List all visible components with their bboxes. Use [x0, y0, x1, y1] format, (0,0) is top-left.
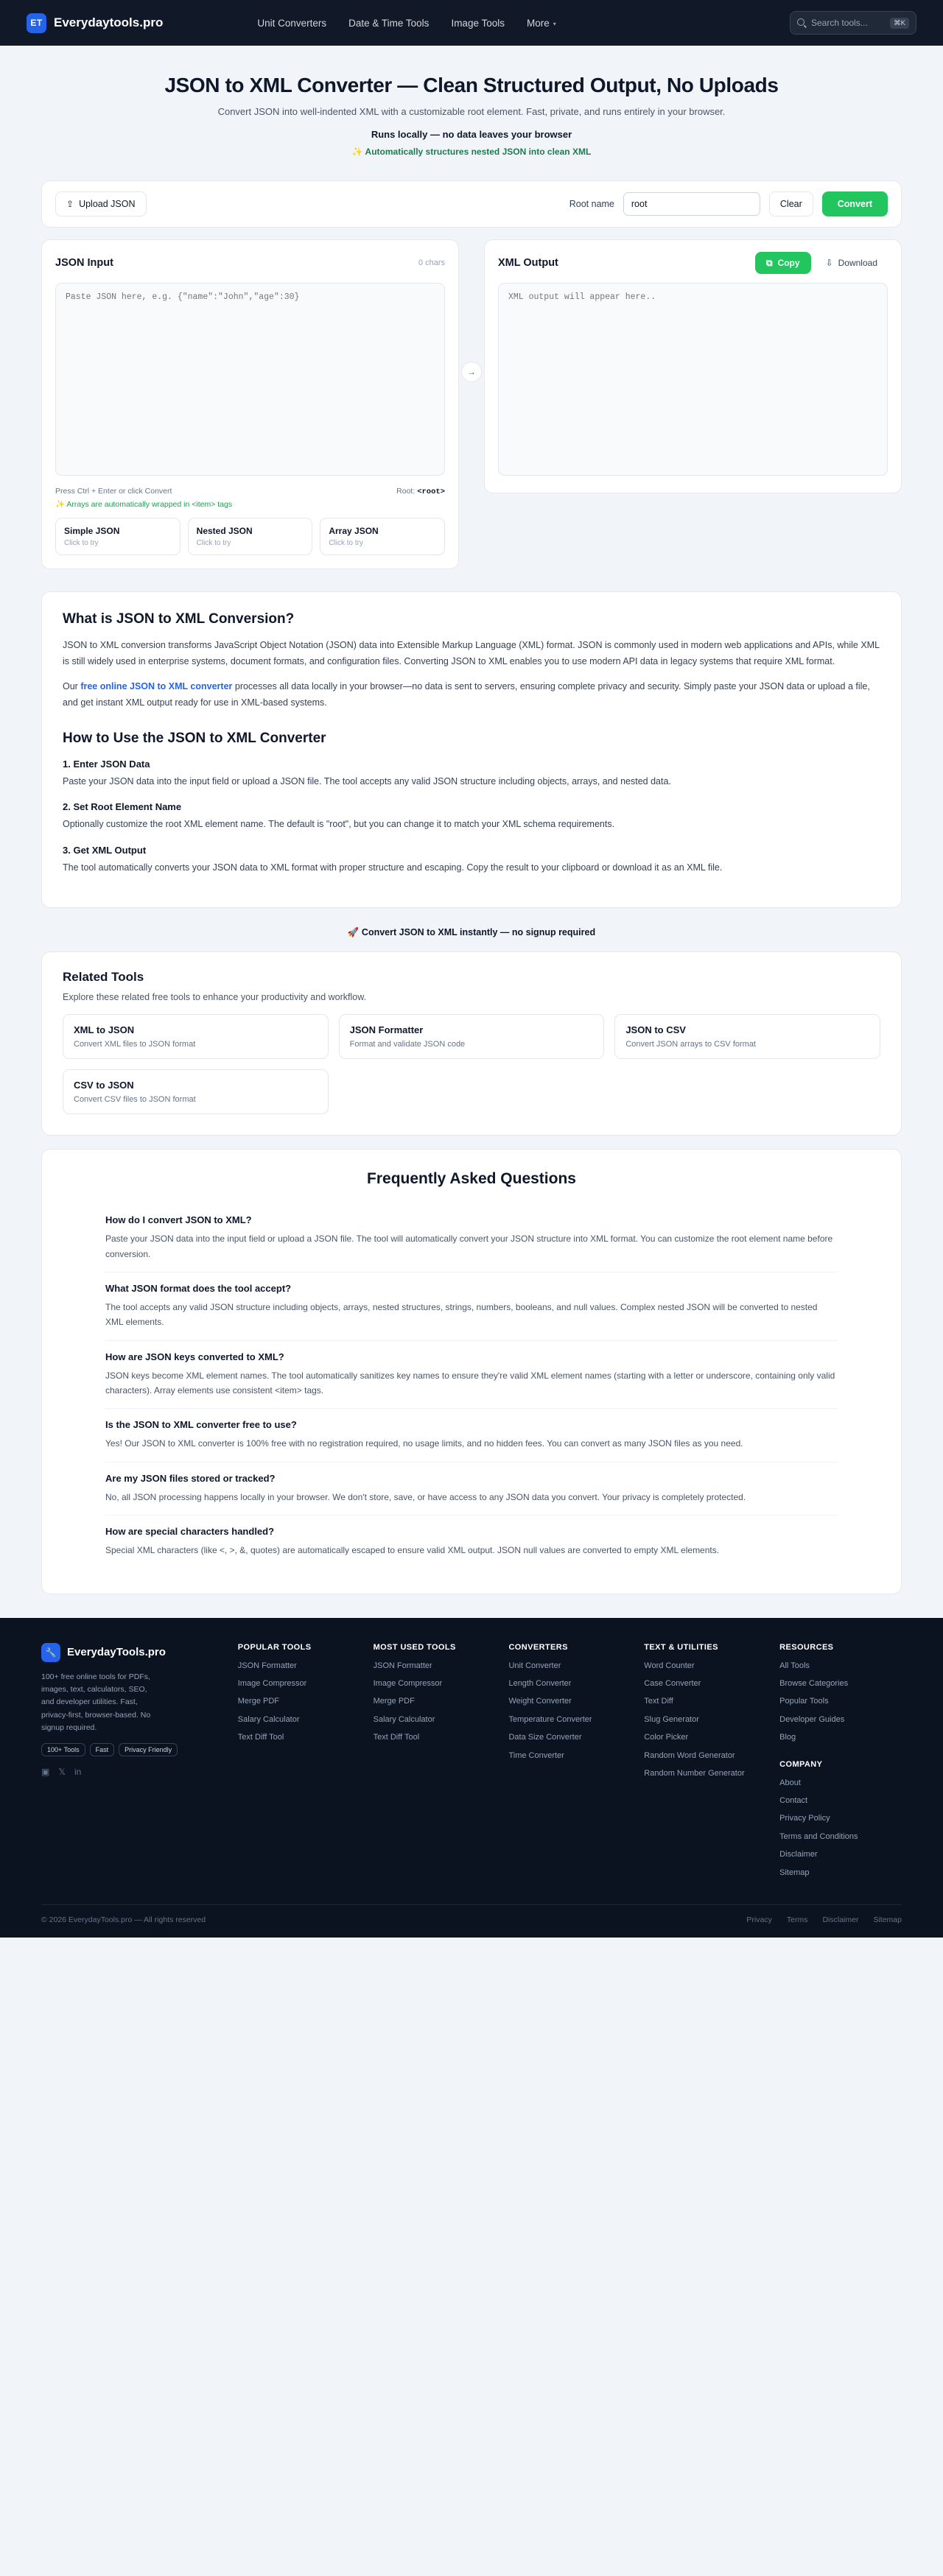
clear-label: Clear: [779, 199, 802, 209]
footer-heading: MOST USED TOOLS: [373, 1642, 456, 1652]
faq-answer: Special XML characters (like <, >, &, quotes) are automatically escaped to ensure valid XML output. JSON null values are converted to empty XML elements.: [105, 1545, 720, 1556]
faq-section: [41, 1149, 902, 1594]
faq-answer: No, all JSON processing happens locally in your browser. We don't store, save, or have access to any JSON data you convert. Your privacy is completely protected.: [105, 1491, 746, 1502]
footer-link[interactable]: Random Word Generator: [644, 1750, 735, 1760]
step-1-title: 1. Enter JSON Data: [63, 758, 150, 770]
footer-heading: RESOURCES: [779, 1642, 834, 1652]
footer-link[interactable]: Sitemap: [779, 1868, 810, 1877]
faq-item[interactable]: [105, 1204, 838, 1273]
footer-link[interactable]: Temperature Converter: [508, 1714, 592, 1724]
xml-output-actions: [755, 252, 888, 274]
footer-link[interactable]: Text Diff Tool: [237, 1733, 284, 1742]
xml-output-title: XML Output: [498, 257, 558, 269]
nav-item-unit-converters[interactable]: [257, 18, 326, 29]
footer-link[interactable]: Length Converter: [508, 1679, 572, 1689]
footer-chips: [41, 1743, 225, 1756]
nav-item-label: Date & Time Tools: [348, 17, 430, 29]
convert-button[interactable]: [822, 191, 888, 217]
footer-heading: TEXT & UTILITIES: [644, 1642, 718, 1652]
sample-subtitle: Click to try: [329, 539, 363, 547]
editor-row: [41, 239, 902, 569]
article-paragraph-2: [63, 679, 880, 711]
related-tools-section: [41, 951, 902, 1136]
copy-label: Copy: [777, 258, 800, 268]
faq-item[interactable]: [105, 1516, 838, 1568]
footer-link[interactable]: Merge PDF: [373, 1697, 415, 1706]
footer-brand-name: EverydayTools.pro: [67, 1646, 166, 1659]
convert-hint: Press Ctrl + Enter or click Convert: [55, 487, 172, 496]
transfer-arrow-column: [459, 239, 484, 504]
footer-heading: CONVERTERS: [508, 1642, 568, 1652]
footer-bottom-link-disclaimer[interactable]: Disclaimer: [822, 1915, 859, 1924]
footer-column-most-used-tools: [374, 1643, 496, 1885]
related-tools-grid: [63, 1014, 880, 1114]
faq-answer: Yes! Our JSON to XML converter is 100% free with no registration required, no usage limits, and no hidden fees. You can convert as many JSON files as you need.: [105, 1438, 743, 1449]
wrench-icon: 🔧: [41, 1643, 60, 1662]
faq-question: How are JSON keys converted to XML?: [105, 1351, 284, 1362]
footer-link[interactable]: Case Converter: [644, 1679, 701, 1689]
sample-title: Simple JSON: [64, 526, 120, 536]
article-heading-how-to: How to Use the JSON to XML Converter: [63, 730, 326, 746]
footer-link[interactable]: Popular Tools: [779, 1697, 829, 1706]
nav-item-label: More: [526, 17, 550, 29]
root-display-label: Root:: [396, 487, 416, 496]
copy-icon: ⧉: [765, 257, 773, 268]
sample-simple-json[interactable]: [55, 518, 180, 555]
json-input-hints: [55, 487, 445, 509]
tool-card-json-to-csv[interactable]: [614, 1014, 880, 1059]
footer-link[interactable]: Text Diff Tool: [373, 1733, 420, 1742]
sample-nested-json[interactable]: [188, 518, 313, 555]
sample-subtitle: Click to try: [196, 539, 231, 547]
faq-item[interactable]: [105, 1409, 838, 1462]
tool-subtitle: Convert JSON arrays to CSV format: [625, 1040, 756, 1049]
tool-title: JSON Formatter: [349, 1024, 424, 1036]
related-tools-title: Related Tools: [63, 970, 144, 985]
free-converter-link[interactable]: free online JSON to XML converter: [80, 680, 233, 691]
copy-button[interactable]: [755, 252, 811, 274]
faq-answer: The tool accepts any valid JSON structure including objects, arrays, nested structures, strings, numbers, booleans, and null values. Complex nested JSON will be converted to nested XML elements.: [105, 1301, 818, 1328]
json-input-textarea[interactable]: [55, 283, 445, 476]
upload-icon: ⇪: [66, 199, 74, 209]
faq-item[interactable]: [105, 1463, 838, 1516]
footer-heading-company: COMPANY: [779, 1759, 823, 1769]
faq-question: Is the JSON to XML converter free to use?: [105, 1419, 297, 1431]
footer-link[interactable]: Salary Calculator: [373, 1714, 435, 1724]
step-2-title: 2. Set Root Element Name: [63, 801, 182, 813]
xml-output-textarea[interactable]: [498, 283, 888, 476]
footer-link[interactable]: Browse Categories: [779, 1679, 849, 1689]
upload-json-label: Upload JSON: [79, 199, 136, 209]
footer-link[interactable]: Word Counter: [644, 1661, 695, 1670]
footer-link[interactable]: Slug Generator: [644, 1714, 699, 1724]
tool-card-json-formatter[interactable]: [339, 1014, 605, 1059]
footer-heading: POPULAR TOOLS: [237, 1642, 312, 1652]
search-placeholder: Search tools...: [811, 18, 868, 28]
nav-item-date-time-tools[interactable]: [348, 18, 429, 29]
json-char-count: 0 chars: [418, 258, 445, 267]
download-label: Download: [838, 258, 877, 268]
footer-link[interactable]: Terms and Conditions: [779, 1831, 858, 1841]
page-title: JSON to XML Converter — Clean Structured Output, No Uploads: [164, 74, 779, 96]
copyright: © 2026 EverydayTools.pro — All rights reserved: [41, 1915, 206, 1924]
faq-item[interactable]: [105, 1273, 838, 1341]
tool-subtitle: Convert XML files to JSON format: [74, 1040, 196, 1049]
search-shortcut-badge: ⌘K: [890, 18, 909, 29]
footer-link[interactable]: Blog: [779, 1733, 796, 1742]
upload-json-button[interactable]: [55, 191, 147, 217]
hero-subtitle: Convert JSON into well-indented XML with a customizable root element. Fast, private, and runs entirely in your browser.: [217, 106, 726, 117]
chip-fast: Fast: [90, 1743, 115, 1756]
footer-link[interactable]: Merge PDF: [237, 1697, 280, 1706]
faq-answer: JSON keys become XML element names. The tool automatically sanitizes key names to ensure they're valid XML element names (starting with a letter or underscore, containing only valid characters). Array elements use consistent <item> tags.: [105, 1370, 835, 1396]
footer-bottom: [41, 1904, 902, 1930]
footer-link[interactable]: JSON Formatter: [373, 1661, 432, 1670]
footer-column-popular-tools: [238, 1643, 360, 1885]
tool-subtitle: Convert CSV files to JSON format: [74, 1095, 196, 1105]
footer-link[interactable]: Contact: [779, 1795, 808, 1805]
footer-brand-column: [41, 1643, 225, 1885]
xml-output-header: [498, 252, 888, 274]
hero-local-note: Runs locally — no data leaves your browser: [371, 129, 572, 140]
json-input-header: [55, 252, 445, 274]
footer-bottom-link-privacy[interactable]: Privacy: [746, 1915, 772, 1924]
footer-link[interactable]: Privacy Policy: [779, 1814, 830, 1823]
footer-bottom-link-sitemap[interactable]: Sitemap: [873, 1915, 902, 1924]
tool-title: JSON to CSV: [625, 1024, 686, 1036]
xml-output-card: [484, 239, 902, 493]
download-icon: ⇩: [825, 258, 833, 268]
top-navbar: [0, 0, 943, 46]
brand-logo[interactable]: [27, 13, 163, 33]
article-paragraph-1: JSON to XML conversion transforms JavaScript Object Notation (JSON) data into Extensible Markup Language (XML) format. JSON is commonly used in modern web applications and APIs, while XML is still widely used in enterprise systems, document formats, and configuration files. Converting JSON to XML enables you to use modern API data in legacy systems that require XML format.: [63, 640, 880, 666]
footer-link[interactable]: Color Picker: [644, 1733, 689, 1742]
footer-link[interactable]: Time Converter: [508, 1750, 564, 1760]
root-name-label: Root name: [569, 199, 614, 209]
sample-title: Array JSON: [329, 526, 379, 536]
tool-card-xml-to-json[interactable]: [63, 1014, 329, 1059]
footer-column-text-utilities: [644, 1643, 766, 1885]
faq-answer: Paste your JSON data into the input field or upload a JSON file. The tool will automatically convert your JSON structure into XML format. You can customize the root element name before conversion.: [105, 1234, 833, 1259]
nav-item-more[interactable]: [527, 18, 556, 29]
chip-tools-count: 100+ Tools: [41, 1743, 85, 1756]
faq-question: How do I convert JSON to XML?: [105, 1214, 252, 1226]
brand-name: Everydaytools.pro: [54, 15, 164, 29]
tool-title: XML to JSON: [74, 1024, 135, 1036]
root-name-input[interactable]: [623, 192, 760, 216]
footer-link[interactable]: Data Size Converter: [508, 1733, 582, 1742]
footer-link[interactable]: Weight Converter: [508, 1697, 572, 1706]
step-3-body: The tool automatically converts your JSON data to XML format with proper structure and escaping. Copy the result to your clipboard or download it as an XML file.: [63, 862, 723, 873]
footer-link[interactable]: Developer Guides: [779, 1714, 845, 1724]
array-hint: ✨ Arrays are automatically wrapped in <item> tags: [55, 500, 233, 509]
footer-link[interactable]: Random Number Generator: [644, 1768, 745, 1778]
footer-link[interactable]: Salary Calculator: [237, 1714, 300, 1724]
brand-badge-icon: ET: [27, 13, 46, 33]
nav-item-label: Unit Converters: [257, 17, 327, 29]
footer-grid: [41, 1643, 902, 1885]
article-section: [41, 591, 902, 908]
twitter-icon[interactable]: 𝕏: [58, 1767, 66, 1778]
article-p2-pre: Our: [63, 680, 81, 691]
footer-column-converters: [508, 1643, 631, 1885]
footer-link[interactable]: Unit Converter: [508, 1661, 561, 1670]
faq-question: What JSON format does the tool accept?: [105, 1282, 292, 1294]
step-1-body: Paste your JSON data into the input field or upload a JSON file. The tool accepts any valid JSON structure including objects, arrays, and nested data.: [63, 775, 671, 786]
site-footer: [0, 1618, 943, 1938]
search-icon: [797, 18, 806, 27]
footer-link[interactable]: Image Compressor: [373, 1679, 443, 1689]
footer-bottom-links: [746, 1915, 902, 1924]
footer-link[interactable]: Disclaimer: [779, 1850, 818, 1859]
clear-button[interactable]: [769, 191, 813, 217]
related-tools-desc: Explore these related free tools to enhance your productivity and workflow.: [63, 992, 367, 1003]
faq-question: How are special characters handled?: [105, 1526, 275, 1538]
json-input-title: JSON Input: [55, 257, 113, 269]
footer-column-resources-company: [779, 1643, 902, 1885]
search-input[interactable]: [790, 11, 916, 35]
linkedin-icon[interactable]: in: [74, 1767, 82, 1778]
sample-array-json[interactable]: [320, 518, 445, 555]
root-display: [396, 487, 445, 509]
article-p2-post: processes all data locally in your browser—no data is sent to servers, ensuring complete privacy and security. Simply paste your JSON data or upload a file, and get instant XML output ready for use in XML-based systems.: [63, 680, 870, 708]
control-bar: [41, 180, 902, 228]
nav-links: [257, 18, 555, 29]
footer-link[interactable]: Text Diff: [644, 1697, 673, 1706]
footer-link[interactable]: JSON Formatter: [237, 1661, 297, 1670]
sample-title: Nested JSON: [196, 526, 253, 536]
hero-auto-note: ✨ Automatically structures nested JSON into clean XML: [351, 147, 592, 157]
chevron-down-icon: ▾: [553, 20, 556, 27]
root-display-value: <root>: [417, 488, 445, 496]
faq-list: [63, 1204, 880, 1569]
nav-item-label: Image Tools: [451, 17, 505, 29]
sample-subtitle: Click to try: [64, 539, 99, 547]
footer-description: 100+ free online tools for PDFs, images, text, calculators, SEO, and developer utilities. Fast, privacy-first, browser-based. No signup required.: [41, 1672, 151, 1732]
sample-buttons: [55, 518, 445, 555]
hero-section: [0, 46, 943, 170]
chip-privacy: Privacy Friendly: [119, 1743, 178, 1756]
tool-card-csv-to-json[interactable]: [63, 1069, 329, 1114]
tool-title: CSV to JSON: [74, 1080, 134, 1091]
download-button[interactable]: [816, 252, 888, 274]
github-icon[interactable]: ▣: [41, 1767, 50, 1778]
article-heading-what-is: What is JSON to XML Conversion?: [63, 611, 295, 627]
footer-social: [41, 1767, 225, 1777]
faq-question: Are my JSON files stored or tracked?: [105, 1472, 276, 1484]
footer-bottom-link-terms[interactable]: Terms: [786, 1915, 808, 1924]
step-2-body: Optionally customize the root XML element name. The default is "root", but you can change it to match your XML schema requirements.: [63, 819, 615, 830]
tool-subtitle: Format and validate JSON code: [349, 1040, 466, 1049]
faq-item[interactable]: [105, 1341, 838, 1410]
footer-brand[interactable]: [41, 1643, 225, 1662]
faq-title: Frequently Asked Questions: [367, 1170, 576, 1188]
cta-strip: 🚀 Convert JSON to XML instantly — no signup required: [347, 927, 596, 938]
transfer-arrow-icon[interactable]: →: [461, 362, 482, 382]
footer-link[interactable]: About: [779, 1778, 801, 1787]
footer-link[interactable]: All Tools: [779, 1661, 810, 1670]
nav-item-image-tools[interactable]: [451, 18, 505, 29]
convert-label: Convert: [837, 199, 872, 209]
footer-link[interactable]: Image Compressor: [237, 1679, 307, 1689]
step-3-title: 3. Get XML Output: [63, 845, 147, 856]
json-input-card: [41, 239, 459, 569]
